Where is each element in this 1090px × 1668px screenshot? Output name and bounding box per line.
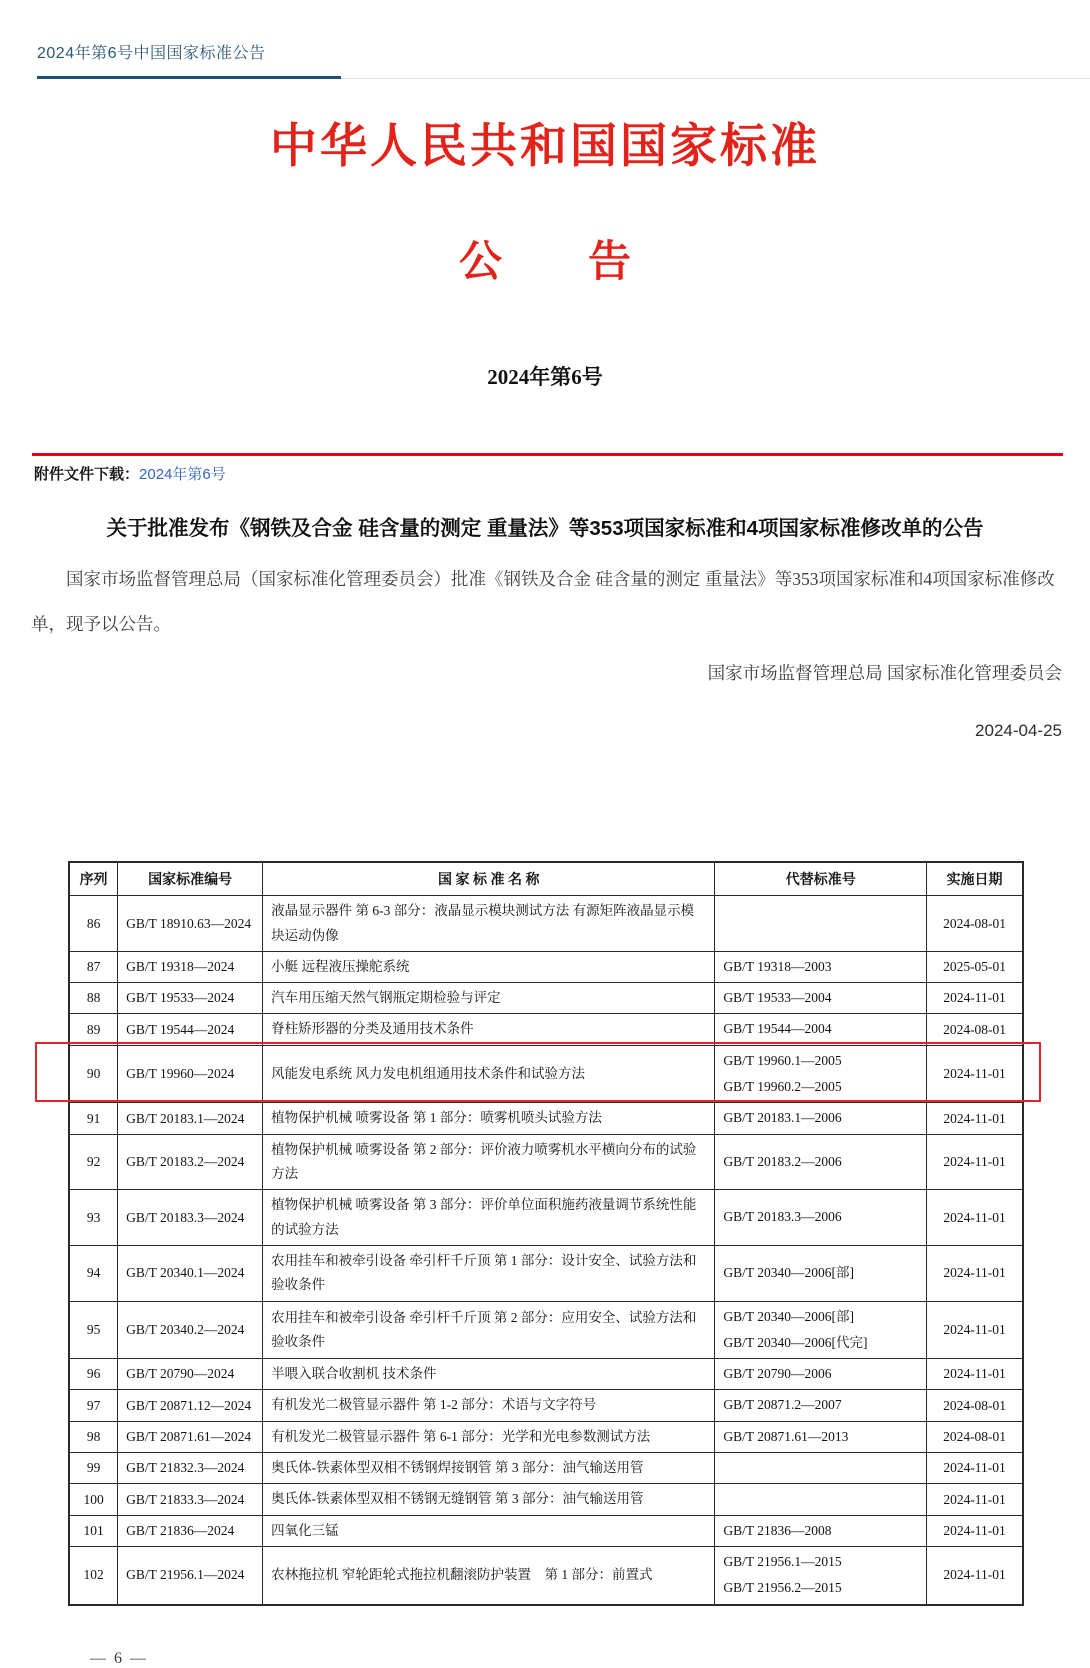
seq-cell: 100 <box>69 1484 118 1515</box>
table-row <box>69 1453 1023 1484</box>
code-cell: GB/T 20183.3—2024 <box>118 1190 263 1246</box>
replaces-entry: GB/T 19960.1—2005 <box>723 1052 842 1068</box>
code-cell: GB/T 20183.2—2024 <box>118 1134 263 1190</box>
date-cell: 2024-11-01 <box>927 1484 1023 1515</box>
replaces-cell <box>715 1045 927 1103</box>
replaces-cell <box>715 1103 927 1134</box>
name-cell: 植物保护机械 喷雾设备 第 1 部分：喷雾机喷头试验方法 <box>263 1103 715 1134</box>
replaces-entry: GB/T 20183.3—2006 <box>723 1209 842 1225</box>
seq-cell: 99 <box>69 1453 118 1484</box>
seq-cell: 93 <box>69 1190 118 1246</box>
replaces-cell <box>715 1453 927 1484</box>
name-cell: 有机发光二极管显示器件 第 1-2 部分：术语与文字符号 <box>263 1390 715 1421</box>
table-row <box>69 1301 1023 1359</box>
header-cell-code: 国家标准编号 <box>118 862 263 896</box>
masthead-rule-dark-segment <box>37 76 341 79</box>
header-cell-replaces: 代替标准号 <box>715 862 927 896</box>
replaces-cell <box>715 1301 927 1359</box>
replaces-cell <box>715 951 927 982</box>
announcement-body: 国家市场监督管理总局（国家标准化管理委员会）批准《钢铁及合金 硅含量的测定 重量法》等353项国家标准和4项国家标准修改单，现予以公告。 <box>31 569 1055 634</box>
date-cell: 2024-11-01 <box>927 1359 1023 1390</box>
replaces-entry: GB/T 20183.2—2006 <box>723 1153 842 1169</box>
replaces-entry: GB/T 19533—2004 <box>723 990 832 1006</box>
replaces-entry: GB/T 20871.61—2013 <box>723 1428 849 1444</box>
date-cell: 2024-11-01 <box>927 1045 1023 1103</box>
seq-cell: 88 <box>69 983 118 1014</box>
seq-cell: 101 <box>69 1515 118 1546</box>
name-cell: 农林拖拉机 窄轮距轮式拖拉机翻滚防护装置 第 1 部分：前置式 <box>263 1546 715 1604</box>
replaces-entry: GB/T 19318—2003 <box>723 958 832 974</box>
date-cell: 2024-11-01 <box>927 1245 1023 1301</box>
name-cell: 半喂入联合收割机 技术条件 <box>263 1359 715 1390</box>
replaces-cell <box>715 1359 927 1390</box>
date-cell: 2024-08-01 <box>927 1421 1023 1452</box>
seq-cell: 98 <box>69 1421 118 1452</box>
code-cell: GB/T 19318—2024 <box>118 951 263 982</box>
table-row <box>69 1515 1023 1546</box>
code-cell: GB/T 21833.3—2024 <box>118 1484 263 1515</box>
seq-cell: 97 <box>69 1390 118 1421</box>
date-cell: 2024-11-01 <box>927 983 1023 1014</box>
name-cell: 奥氏体-铁素体型双相不锈钢焊接钢管 第 3 部分：油气输送用管 <box>263 1453 715 1484</box>
attachment-label: 附件文件下载： <box>34 466 140 483</box>
table-row <box>69 1045 1023 1103</box>
standards-table-body <box>69 896 1023 1605</box>
masthead <box>0 0 1090 63</box>
table-row <box>69 1245 1023 1301</box>
header-cell-date: 实施日期 <box>927 862 1023 896</box>
date-cell: 2024-11-01 <box>927 1515 1023 1546</box>
name-cell: 植物保护机械 喷雾设备 第 2 部分：评价液力喷雾机水平横向分布的试验方法 <box>263 1134 715 1190</box>
replaces-entry: GB/T 20183.1—2006 <box>723 1110 842 1126</box>
doc-subtitle: 公 告 <box>459 239 631 286</box>
code-cell: GB/T 19533—2024 <box>118 983 263 1014</box>
code-cell: GB/T 20871.12—2024 <box>118 1390 263 1421</box>
standards-table-wrap <box>68 861 1024 1605</box>
table-row <box>69 1390 1023 1421</box>
table-row <box>69 1103 1023 1134</box>
table-row <box>69 1134 1023 1190</box>
replaces-entry: GB/T 21956.1—2015 <box>723 1553 842 1569</box>
code-cell: GB/T 20790—2024 <box>118 1359 263 1390</box>
red-divider-rule <box>32 453 1063 456</box>
announcement-signature: 国家市场监督管理总局 国家标准化管理委员会 <box>707 663 1062 684</box>
header-cell-name: 国 家 标 准 名 称 <box>263 862 715 896</box>
replaces-cell <box>715 896 927 952</box>
seq-cell: 94 <box>69 1245 118 1301</box>
attachment-download-link[interactable]: 2024年第6号 <box>139 466 226 483</box>
date-cell: 2024-08-01 <box>927 1390 1023 1421</box>
code-cell: GB/T 21836—2024 <box>118 1515 263 1546</box>
name-cell: 小艇 远程液压操舵系统 <box>263 951 715 982</box>
name-cell: 农用挂车和被牵引设备 牵引杆千斤顶 第 2 部分：应用安全、试验方法和验收条件 <box>263 1301 715 1359</box>
header-cell-seq: 序列 <box>69 862 118 896</box>
table-row <box>69 983 1023 1014</box>
code-cell: GB/T 20340.1—2024 <box>118 1245 263 1301</box>
replaces-entry: GB/T 20340—2006[代完] <box>723 1334 868 1350</box>
seq-cell: 96 <box>69 1359 118 1390</box>
replaces-entry: GB/T 21956.2—2015 <box>723 1580 842 1596</box>
name-cell: 液晶显示器件 第 6-3 部分：液晶显示模块测试方法 有源矩阵液晶显示模块运动伪像 <box>263 896 715 952</box>
replaces-cell <box>715 1421 927 1452</box>
table-row <box>69 1359 1023 1390</box>
replaces-entry: GB/T 19544—2004 <box>723 1021 832 1037</box>
replaces-cell <box>715 1014 927 1045</box>
date-cell: 2024-11-01 <box>927 1134 1023 1190</box>
table-row <box>69 1484 1023 1515</box>
name-cell: 农用挂车和被牵引设备 牵引杆千斤顶 第 1 部分：设计安全、试验方法和验收条件 <box>263 1245 715 1301</box>
code-cell: GB/T 19544—2024 <box>118 1014 263 1045</box>
seq-cell: 102 <box>69 1546 118 1604</box>
name-cell: 脊柱矫形器的分类及通用技术条件 <box>263 1014 715 1045</box>
code-cell: GB/T 21956.1—2024 <box>118 1546 263 1604</box>
publish-date: 2024-04-25 <box>975 721 1062 741</box>
replaces-cell <box>715 1190 927 1246</box>
replaces-entry: GB/T 20340—2006[部] <box>723 1265 854 1281</box>
replaces-entry: GB/T 20790—2006 <box>723 1366 832 1382</box>
code-cell: GB/T 19960—2024 <box>118 1045 263 1103</box>
code-cell: GB/T 20871.61—2024 <box>118 1421 263 1452</box>
table-row <box>69 951 1023 982</box>
replaces-cell <box>715 1515 927 1546</box>
masthead-rule <box>37 76 1090 79</box>
code-cell: GB/T 20183.1—2024 <box>118 1103 263 1134</box>
attachment-line <box>34 463 1090 484</box>
replaces-cell <box>715 1245 927 1301</box>
replaces-entry: GB/T 20340—2006[部] <box>723 1308 854 1324</box>
table-row <box>69 1014 1023 1045</box>
date-cell: 2024-11-01 <box>927 1301 1023 1359</box>
date-cell: 2025-05-01 <box>927 951 1023 982</box>
replaces-cell <box>715 983 927 1014</box>
code-cell: GB/T 20340.2—2024 <box>118 1301 263 1359</box>
name-cell: 四氧化三锰 <box>263 1515 715 1546</box>
replaces-entry: GB/T 20871.2—2007 <box>723 1397 842 1413</box>
replaces-entry: GB/T 21836—2008 <box>723 1522 832 1538</box>
table-row <box>69 1421 1023 1452</box>
doc-title: 中华人民共和国国家标准 <box>270 121 820 173</box>
seq-cell: 92 <box>69 1134 118 1190</box>
name-cell: 植物保护机械 喷雾设备 第 3 部分：评价单位面积施药液量调节系统性能的试验方法 <box>263 1190 715 1246</box>
replaces-cell <box>715 1484 927 1515</box>
standards-table <box>68 861 1024 1605</box>
replaces-cell <box>715 1546 927 1604</box>
issue-number: 2024年第6号 <box>487 365 603 389</box>
name-cell: 汽车用压缩天然气钢瓶定期检验与评定 <box>263 983 715 1014</box>
page-number: — 6 — <box>90 1649 148 1667</box>
name-cell: 奥氏体-铁素体型双相不锈钢无缝钢管 第 3 部分：油气输送用管 <box>263 1484 715 1515</box>
name-cell: 风能发电系统 风力发电机组通用技术条件和试验方法 <box>263 1045 715 1103</box>
seq-cell: 91 <box>69 1103 118 1134</box>
table-row <box>69 896 1023 952</box>
table-row <box>69 1190 1023 1246</box>
seq-cell: 90 <box>69 1045 118 1103</box>
date-cell: 2024-11-01 <box>927 1103 1023 1134</box>
table-row <box>69 1546 1023 1604</box>
table-header-row <box>69 862 1023 896</box>
code-cell: GB/T 18910.63—2024 <box>118 896 263 952</box>
seq-cell: 87 <box>69 951 118 982</box>
date-cell: 2024-11-01 <box>927 1453 1023 1484</box>
announcement-heading: 关于批准发布《钢铁及合金 硅含量的测定 重量法》等353项国家标准和4项国家标准修改单的公告 <box>106 517 984 540</box>
date-cell: 2024-11-01 <box>927 1190 1023 1246</box>
breadcrumb: 2024年第6号中国国家标准公告 <box>37 45 266 62</box>
replaces-cell <box>715 1390 927 1421</box>
seq-cell: 95 <box>69 1301 118 1359</box>
seq-cell: 89 <box>69 1014 118 1045</box>
date-cell: 2024-08-01 <box>927 1014 1023 1045</box>
replaces-cell <box>715 1134 927 1190</box>
seq-cell: 86 <box>69 896 118 952</box>
name-cell: 有机发光二极管显示器件 第 6-1 部分：光学和光电参数测试方法 <box>263 1421 715 1452</box>
date-cell: 2024-11-01 <box>927 1546 1023 1604</box>
date-cell: 2024-08-01 <box>927 896 1023 952</box>
code-cell: GB/T 21832.3—2024 <box>118 1453 263 1484</box>
replaces-entry: GB/T 19960.2—2005 <box>723 1079 842 1095</box>
